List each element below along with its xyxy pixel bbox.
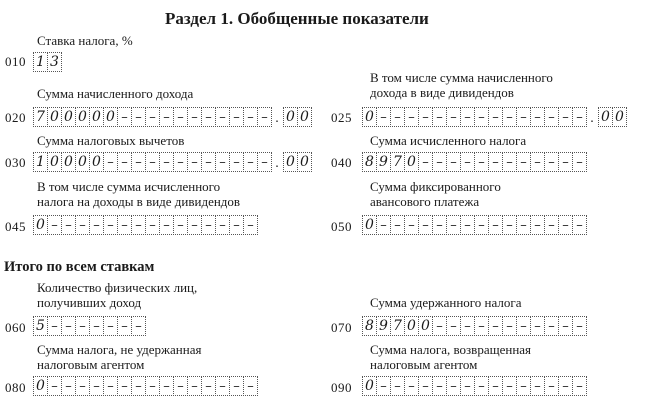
char-cell: –	[131, 376, 146, 396]
char-cell: –	[474, 316, 489, 336]
char-cell: –	[61, 376, 76, 396]
char-cell: –	[418, 152, 433, 172]
fraction-cell: 0	[297, 152, 312, 172]
field-025-label-2: дохода в виде дивидендов	[370, 85, 514, 100]
char-cell: –	[474, 215, 489, 235]
section-title: Раздел 1. Обобщенные показатели	[165, 9, 429, 28]
field-010-cells[interactable]	[33, 52, 61, 72]
char-cell: –	[159, 107, 174, 127]
char-cell: –	[474, 152, 489, 172]
field-060-label-2: получивших доход	[37, 295, 142, 310]
char-cell: –	[117, 316, 132, 336]
char-cell: 0	[75, 152, 90, 172]
char-cell: 0	[61, 107, 76, 127]
char-cell: –	[432, 107, 447, 127]
char-cell: 1	[33, 152, 48, 172]
char-cell: –	[131, 316, 146, 336]
fraction-cell: 0	[612, 107, 627, 127]
char-cell: –	[159, 152, 174, 172]
char-cell: 5	[33, 316, 48, 336]
field-070-cells[interactable]	[362, 316, 586, 336]
char-cell: –	[544, 316, 559, 336]
char-cell: –	[572, 376, 587, 396]
field-025-label-1: В том числе сумма начисленного	[370, 70, 553, 85]
char-cell: –	[432, 376, 447, 396]
char-cell: –	[572, 152, 587, 172]
char-cell: –	[404, 376, 419, 396]
char-cell: –	[502, 316, 517, 336]
char-cell: –	[117, 107, 132, 127]
char-cell: –	[376, 107, 391, 127]
char-cell: –	[544, 152, 559, 172]
char-cell: –	[159, 215, 174, 235]
char-cell: 0	[362, 107, 377, 127]
char-cell: –	[229, 376, 244, 396]
char-cell: –	[173, 376, 188, 396]
field-045-label-1: В том числе сумма исчисленного	[37, 179, 221, 194]
char-cell: –	[117, 152, 132, 172]
char-cell: 0	[33, 376, 48, 396]
char-cell: –	[544, 107, 559, 127]
char-cell: –	[229, 215, 244, 235]
char-cell: –	[530, 316, 545, 336]
char-cell: –	[474, 376, 489, 396]
char-cell: –	[131, 152, 146, 172]
char-cell: –	[145, 215, 160, 235]
char-cell: –	[432, 215, 447, 235]
field-090-cells[interactable]	[362, 376, 586, 396]
char-cell: –	[488, 107, 503, 127]
field-060-label-1: Количество физических лиц,	[37, 280, 198, 295]
field-050-cells[interactable]	[362, 215, 586, 235]
char-cell: –	[89, 316, 104, 336]
char-cell: –	[145, 376, 160, 396]
char-cell: 0	[89, 152, 104, 172]
char-cell: –	[488, 376, 503, 396]
field-040-label: Сумма исчисленного налога	[370, 133, 527, 148]
char-cell: –	[558, 152, 573, 172]
char-cell: 0	[89, 107, 104, 127]
char-cell: –	[460, 152, 475, 172]
char-cell: –	[530, 107, 545, 127]
char-cell: –	[474, 107, 489, 127]
field-070-code: 070	[331, 320, 352, 335]
field-050-label-2: авансового платежа	[370, 194, 480, 209]
char-cell: 7	[390, 316, 405, 336]
char-cell: –	[257, 152, 272, 172]
char-cell: –	[243, 152, 258, 172]
char-cell: –	[103, 376, 118, 396]
field-030-code: 030	[5, 155, 26, 170]
char-cell: –	[516, 152, 531, 172]
char-cell: –	[75, 215, 90, 235]
char-cell: –	[460, 215, 475, 235]
char-cell: –	[516, 107, 531, 127]
char-cell: 9	[376, 316, 391, 336]
char-cell: –	[418, 215, 433, 235]
char-cell: 3	[47, 52, 62, 72]
field-045-cells[interactable]	[33, 215, 257, 235]
char-cell: –	[404, 215, 419, 235]
field-050-code: 050	[331, 219, 352, 234]
char-cell: –	[446, 376, 461, 396]
char-cell: –	[229, 107, 244, 127]
char-cell: –	[89, 376, 104, 396]
char-cell: 0	[33, 215, 48, 235]
char-cell: –	[390, 215, 405, 235]
fraction-cell: 0	[598, 107, 613, 127]
char-cell: –	[75, 376, 90, 396]
char-cell: –	[376, 376, 391, 396]
char-cell: –	[61, 215, 76, 235]
char-cell: –	[418, 107, 433, 127]
decimal-point: .	[590, 111, 594, 126]
char-cell: –	[558, 376, 573, 396]
char-cell: –	[530, 152, 545, 172]
char-cell: –	[215, 215, 230, 235]
char-cell: –	[446, 152, 461, 172]
char-cell: –	[243, 215, 258, 235]
char-cell: 7	[390, 152, 405, 172]
char-cell: 0	[61, 152, 76, 172]
char-cell: 0	[47, 152, 62, 172]
char-cell: 0	[362, 215, 377, 235]
fraction-cell: 0	[283, 107, 298, 127]
char-cell: –	[173, 107, 188, 127]
char-cell: –	[173, 215, 188, 235]
char-cell: –	[257, 107, 272, 127]
char-cell: –	[201, 107, 216, 127]
char-cell: –	[558, 316, 573, 336]
char-cell: 0	[362, 376, 377, 396]
char-cell: –	[544, 215, 559, 235]
char-cell: 0	[103, 107, 118, 127]
char-cell: –	[215, 376, 230, 396]
field-020-code: 020	[5, 110, 26, 125]
totals-title: Итого по всем ставкам	[4, 259, 155, 275]
char-cell: –	[530, 215, 545, 235]
char-cell: 9	[376, 152, 391, 172]
char-cell: –	[418, 376, 433, 396]
field-045-label-2: налога на доходы в виде дивидендов	[37, 194, 241, 209]
char-cell: –	[117, 215, 132, 235]
char-cell: –	[502, 152, 517, 172]
char-cell: 1	[33, 52, 48, 72]
char-cell: –	[75, 316, 90, 336]
char-cell: –	[558, 215, 573, 235]
char-cell: 0	[418, 316, 433, 336]
char-cell: –	[145, 152, 160, 172]
char-cell: –	[229, 152, 244, 172]
fraction-cell: 0	[283, 152, 298, 172]
char-cell: –	[145, 107, 160, 127]
char-cell: 8	[362, 316, 377, 336]
char-cell: 0	[75, 107, 90, 127]
char-cell: –	[530, 376, 545, 396]
char-cell: –	[117, 376, 132, 396]
char-cell: –	[243, 107, 258, 127]
char-cell: –	[460, 107, 475, 127]
char-cell: –	[572, 107, 587, 127]
char-cell: –	[502, 215, 517, 235]
char-cell: –	[488, 316, 503, 336]
char-cell: –	[187, 107, 202, 127]
field-070-label: Сумма удержанного налога	[370, 295, 522, 310]
char-cell: –	[47, 316, 62, 336]
field-045-code: 045	[5, 219, 26, 234]
field-025-cells[interactable]	[362, 107, 626, 127]
field-060-code: 060	[5, 320, 26, 335]
field-020-cells[interactable]	[33, 107, 311, 127]
char-cell: –	[376, 215, 391, 235]
char-cell: –	[187, 152, 202, 172]
char-cell: –	[572, 316, 587, 336]
field-025-code: 025	[331, 110, 352, 125]
field-080-code: 080	[5, 380, 26, 395]
field-010-code: 010	[5, 54, 26, 69]
char-cell: –	[502, 376, 517, 396]
char-cell: –	[89, 215, 104, 235]
char-cell: –	[201, 152, 216, 172]
field-030-label: Сумма налоговых вычетов	[37, 133, 185, 148]
char-cell: –	[61, 316, 76, 336]
field-010-label: Ставка налога, %	[37, 33, 133, 48]
char-cell: –	[131, 107, 146, 127]
char-cell: –	[390, 107, 405, 127]
char-cell: –	[173, 152, 188, 172]
char-cell: –	[103, 152, 118, 172]
field-080-cells[interactable]	[33, 376, 257, 396]
field-040-code: 040	[331, 155, 352, 170]
char-cell: –	[187, 215, 202, 235]
decimal-point: .	[275, 156, 279, 171]
char-cell: –	[488, 152, 503, 172]
fraction-cell: 0	[297, 107, 312, 127]
char-cell: –	[460, 376, 475, 396]
char-cell: 0	[404, 152, 419, 172]
char-cell: –	[243, 376, 258, 396]
char-cell: –	[516, 215, 531, 235]
char-cell: –	[516, 376, 531, 396]
char-cell: –	[544, 376, 559, 396]
field-050-label-1: Сумма фиксированного	[370, 179, 501, 194]
char-cell: –	[187, 376, 202, 396]
char-cell: 8	[362, 152, 377, 172]
char-cell: –	[390, 376, 405, 396]
char-cell: –	[201, 215, 216, 235]
char-cell: –	[103, 215, 118, 235]
char-cell: –	[446, 316, 461, 336]
char-cell: –	[432, 316, 447, 336]
field-090-label-1: Сумма налога, возвращенная	[370, 342, 532, 357]
char-cell: –	[131, 215, 146, 235]
field-080-label-2: налоговым агентом	[37, 357, 145, 372]
char-cell: –	[502, 107, 517, 127]
char-cell: –	[404, 107, 419, 127]
char-cell: –	[103, 316, 118, 336]
decimal-point: .	[275, 111, 279, 126]
char-cell: 0	[47, 107, 62, 127]
char-cell: –	[215, 152, 230, 172]
char-cell: –	[215, 107, 230, 127]
field-040-cells[interactable]	[362, 152, 586, 172]
char-cell: –	[47, 376, 62, 396]
field-080-label-1: Сумма налога, не удержанная	[37, 342, 202, 357]
field-020-label: Сумма начисленного дохода	[37, 86, 194, 101]
char-cell: –	[446, 107, 461, 127]
field-090-label-2: налоговым агентом	[370, 357, 478, 372]
char-cell: –	[558, 107, 573, 127]
char-cell: –	[572, 215, 587, 235]
field-090-code: 090	[331, 380, 352, 395]
char-cell: 7	[33, 107, 48, 127]
field-030-cells[interactable]	[33, 152, 311, 172]
char-cell: 0	[404, 316, 419, 336]
char-cell: –	[201, 376, 216, 396]
char-cell: –	[516, 316, 531, 336]
char-cell: –	[159, 376, 174, 396]
char-cell: –	[432, 152, 447, 172]
char-cell: –	[460, 316, 475, 336]
char-cell: –	[47, 215, 62, 235]
char-cell: –	[488, 215, 503, 235]
char-cell: –	[446, 215, 461, 235]
field-060-cells[interactable]	[33, 316, 145, 336]
